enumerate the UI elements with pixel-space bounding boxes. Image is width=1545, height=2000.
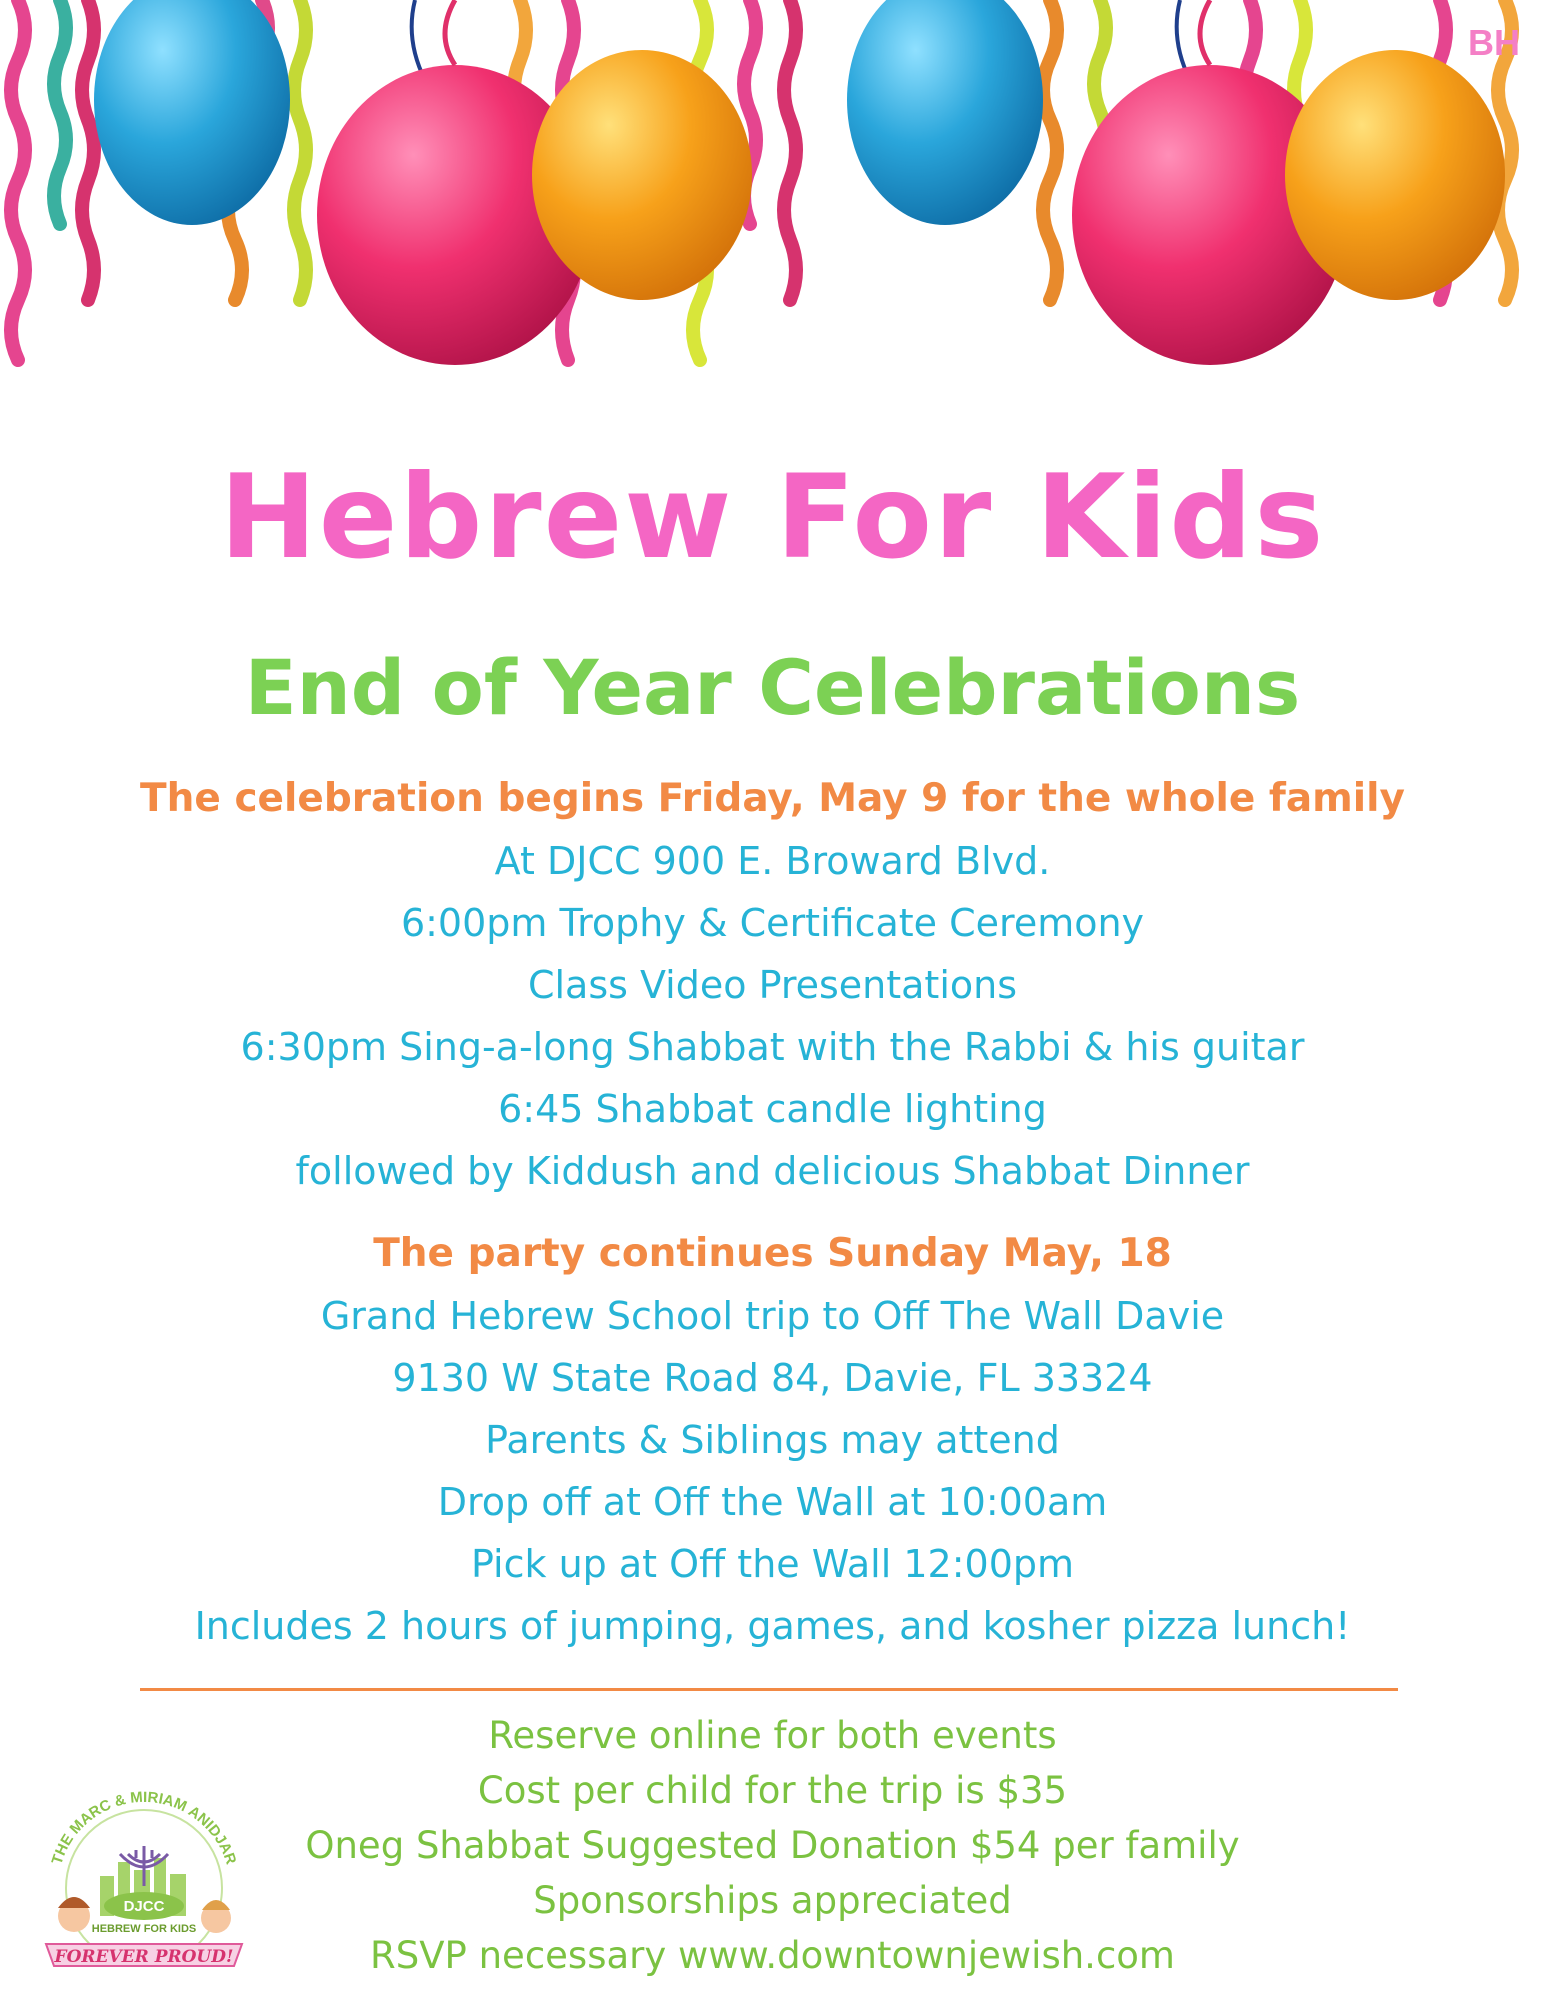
friday-detail-line: 6:45 Shabbat candle lighting — [498, 1087, 1047, 1131]
sunday-event-section — [0, 1223, 1545, 1657]
section-divider — [140, 1688, 1398, 1691]
friday-event-heading: The celebration begins Friday, May 9 for the whole family — [140, 776, 1405, 821]
rsvp-line: Oneg Shabbat Suggested Donation $54 per family — [305, 1824, 1240, 1867]
friday-detail-line: At DJCC 900 E. Broward Blvd. — [494, 839, 1051, 883]
sunday-detail-line: Parents & Siblings may attend — [485, 1418, 1060, 1462]
sunday-detail-line: Pick up at Off the Wall 12:00pm — [470, 1542, 1075, 1586]
rsvp-website-line: RSVP necessary www.downtownjewish.com — [370, 1934, 1175, 1977]
sunday-event-heading: The party continues Sunday May, 18 — [373, 1231, 1172, 1276]
svg-text:FOREVER PROUD!: FOREVER PROUD! — [54, 1947, 234, 1967]
friday-detail-line: followed by Kiddush and delicious Shabbat Dinner — [295, 1149, 1250, 1193]
sunday-detail-line: Includes 2 hours of jumping, games, and kosher pizza lunch! — [194, 1604, 1351, 1648]
svg-text:THE MARC & MIRIAM ANIDJAR: THE MARC & MIRIAM ANIDJAR — [48, 1788, 240, 1867]
svg-text:DJCC: DJCC — [123, 1898, 165, 1915]
rsvp-line: Reserve online for both events — [488, 1714, 1057, 1757]
sunday-detail-line: 9130 W State Road 84, Davie, FL 33324 — [392, 1356, 1153, 1400]
page-title: Hebrew For Kids — [219, 450, 1326, 585]
balloons-streamers-banner — [0, 0, 1545, 410]
djcc-hebrew-for-kids-logo — [28, 1758, 260, 1980]
bh-corner-mark: BH — [1468, 22, 1520, 63]
friday-event-section — [0, 768, 1545, 1202]
friday-detail-line: Class Video Presentations — [527, 963, 1018, 1007]
sunday-detail-line: Drop off at Off the Wall at 10:00am — [437, 1480, 1108, 1524]
rsvp-line: Sponsorships appreciated — [533, 1879, 1012, 1922]
friday-detail-line: 6:00pm Trophy & Certificate Ceremony — [400, 901, 1145, 945]
friday-detail-line: 6:30pm Sing-a-long Shabbat with the Rabbi & his guitar — [240, 1025, 1305, 1069]
rsvp-line: Cost per child for the trip is $35 — [477, 1769, 1068, 1812]
svg-text:HEBREW FOR KIDS: HEBREW FOR KIDS — [91, 1923, 197, 1935]
sunday-detail-line: Grand Hebrew School trip to Off The Wall Davie — [320, 1294, 1225, 1338]
page-subtitle: End of Year Celebrations — [244, 643, 1301, 732]
